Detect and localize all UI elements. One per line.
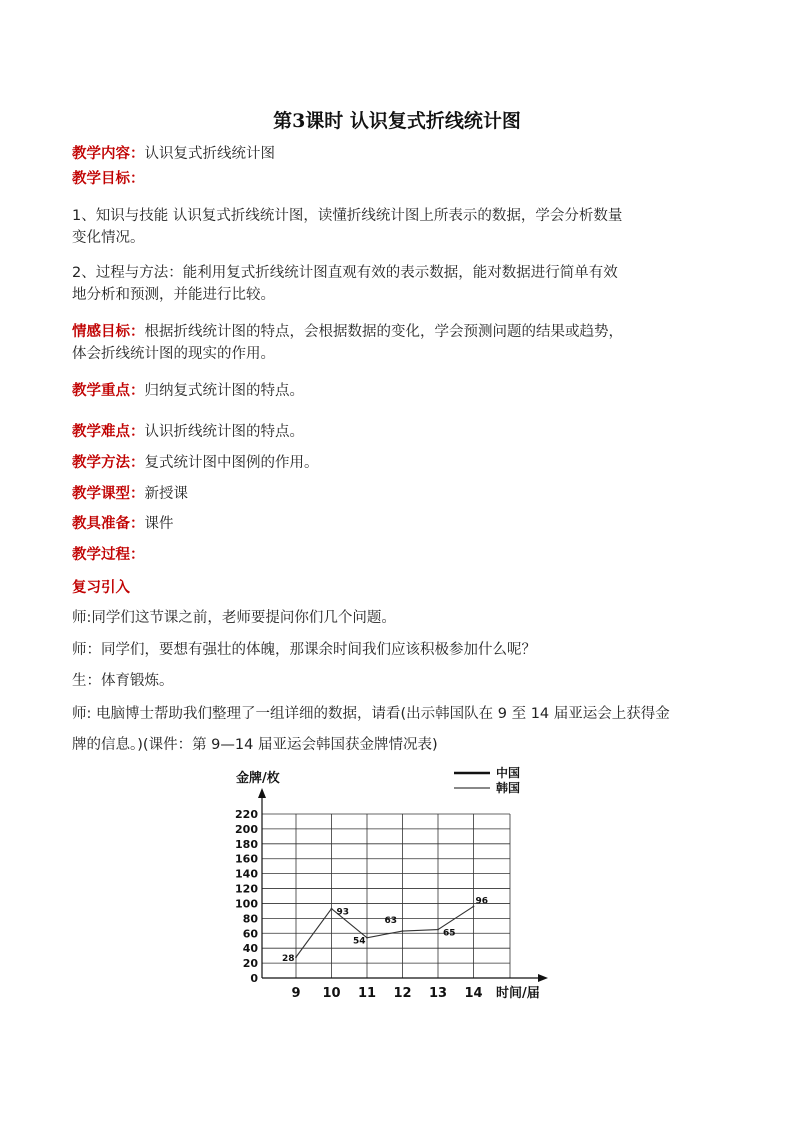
difficulty-text: 认识折线统计图的特点。 <box>144 424 304 440</box>
review-row <box>72 577 732 599</box>
key-point-text: 归纳复式统计图的特点。 <box>144 383 304 399</box>
y-tick-label: 40 <box>242 942 258 956</box>
data-point <box>331 908 333 910</box>
key-point-row <box>72 380 732 402</box>
x-tick-label: 12 <box>393 986 412 1001</box>
chart-tick-labels <box>235 808 483 1001</box>
x-axis-arrow <box>538 974 548 982</box>
data-point <box>437 929 439 931</box>
dialog-line-3: 生：体育锻炼。 <box>72 673 174 689</box>
tools-text: 课件 <box>144 516 174 532</box>
y-tick-label: 100 <box>235 897 258 911</box>
goal2-line2: 地分析和预测，并能进行比较。 <box>72 287 275 303</box>
data-label: 54 <box>353 936 366 947</box>
y-tick-label: 220 <box>235 808 258 821</box>
tools-row <box>72 513 732 535</box>
x-tick-label: 9 <box>291 986 301 1001</box>
process-row <box>72 544 732 566</box>
x-tick-label: 13 <box>428 986 448 1001</box>
dialog-line-2: 师：同学们，要想有强壮的体魄，那课余时间我们应该积极参加什么呢？ <box>72 642 536 658</box>
y-tick-label: 60 <box>242 927 258 941</box>
x-tick-label: 10 <box>322 986 341 1001</box>
chart-series <box>282 896 488 964</box>
emotion-line1: 根据折线统计图的特点，会根据数据的变化，学会预测问题的结果或趋势， <box>144 324 623 340</box>
emotion-row <box>72 321 732 343</box>
goal2-line1: 2、过程与方法：能利用复式折线统计图直观有效的表示数据，能对数据进行简单有效 <box>72 265 618 281</box>
y-tick-label: 80 <box>242 912 258 926</box>
page-title: 第3课时 认识复式折线统计图 <box>273 110 521 132</box>
goals-row <box>72 168 732 190</box>
x-axis-label: 时间/届 <box>496 986 540 1001</box>
y-tick-label: 120 <box>235 882 258 896</box>
data-point <box>295 956 297 958</box>
tools-label: 教具准备： <box>72 516 145 532</box>
emotion-line2: 体会折线统计图的现实的作用。 <box>72 346 275 362</box>
dialog-line-1: 师:同学们这节课之前，老师要提问你们几个问题。 <box>72 610 396 626</box>
data-point <box>366 937 368 939</box>
goals-label: 教学目标： <box>72 171 145 187</box>
lesson-type-text: 新授课 <box>144 486 188 502</box>
legend-label: 韩国 <box>496 781 521 795</box>
y-tick-label: 140 <box>235 867 258 881</box>
key-point-label: 教学重点： <box>72 383 145 399</box>
dialog-line-4: 师: 电脑博士帮助我们整理了一组详细的数据，请看(出示韩国队在 9 至 14 届亚运会上获得金 <box>72 706 670 722</box>
review-label: 复习引入 <box>72 580 130 596</box>
chart-axes <box>258 788 548 982</box>
method-row <box>72 452 732 474</box>
data-label: 96 <box>475 896 489 907</box>
line-chart <box>228 762 568 1002</box>
process-label: 教学过程： <box>72 547 145 563</box>
difficulty-label: 教学难点： <box>72 424 145 440</box>
data-label: 28 <box>282 954 295 965</box>
method-text: 复式统计图中图例的作用。 <box>144 455 319 471</box>
lesson-type-row <box>72 483 732 505</box>
legend-label: 中国 <box>496 766 521 780</box>
y-tick-label: 160 <box>235 852 258 866</box>
method-label: 教学方法： <box>72 455 145 471</box>
difficulty-row <box>72 421 732 443</box>
x-tick-label: 11 <box>357 986 377 1001</box>
content-label: 教学内容： <box>72 146 145 162</box>
y-axis-arrow <box>258 788 266 798</box>
y-tick-label: 180 <box>235 837 258 851</box>
emotion-label: 情感目标： <box>72 324 145 340</box>
y-tick-label: 20 <box>242 957 258 971</box>
content-text: 认识复式折线统计图 <box>144 146 275 162</box>
y-tick-label: 0 <box>250 972 258 985</box>
data-point <box>402 930 404 932</box>
dialog-line-5: 牌的信息。)(课件：第 9—14 届亚运会韩国获金牌情况表) <box>72 737 438 753</box>
data-point <box>473 906 475 908</box>
content-row <box>72 143 732 165</box>
y-axis-label: 金牌/枚 <box>236 771 280 786</box>
goal1-line2: 变化情况。 <box>72 230 145 246</box>
chart-legend <box>454 765 520 795</box>
data-label: 63 <box>384 916 398 927</box>
y-tick-label: 200 <box>235 822 258 836</box>
data-label: 65 <box>443 928 456 939</box>
x-tick-label: 14 <box>464 986 483 1001</box>
data-label: 93 <box>336 907 350 918</box>
lesson-type-label: 教学课型： <box>72 486 145 502</box>
goal1-line1: 1、知识与技能 认识复式折线统计图，读懂折线统计图上所表示的数据，学会分析数量 <box>72 208 623 224</box>
